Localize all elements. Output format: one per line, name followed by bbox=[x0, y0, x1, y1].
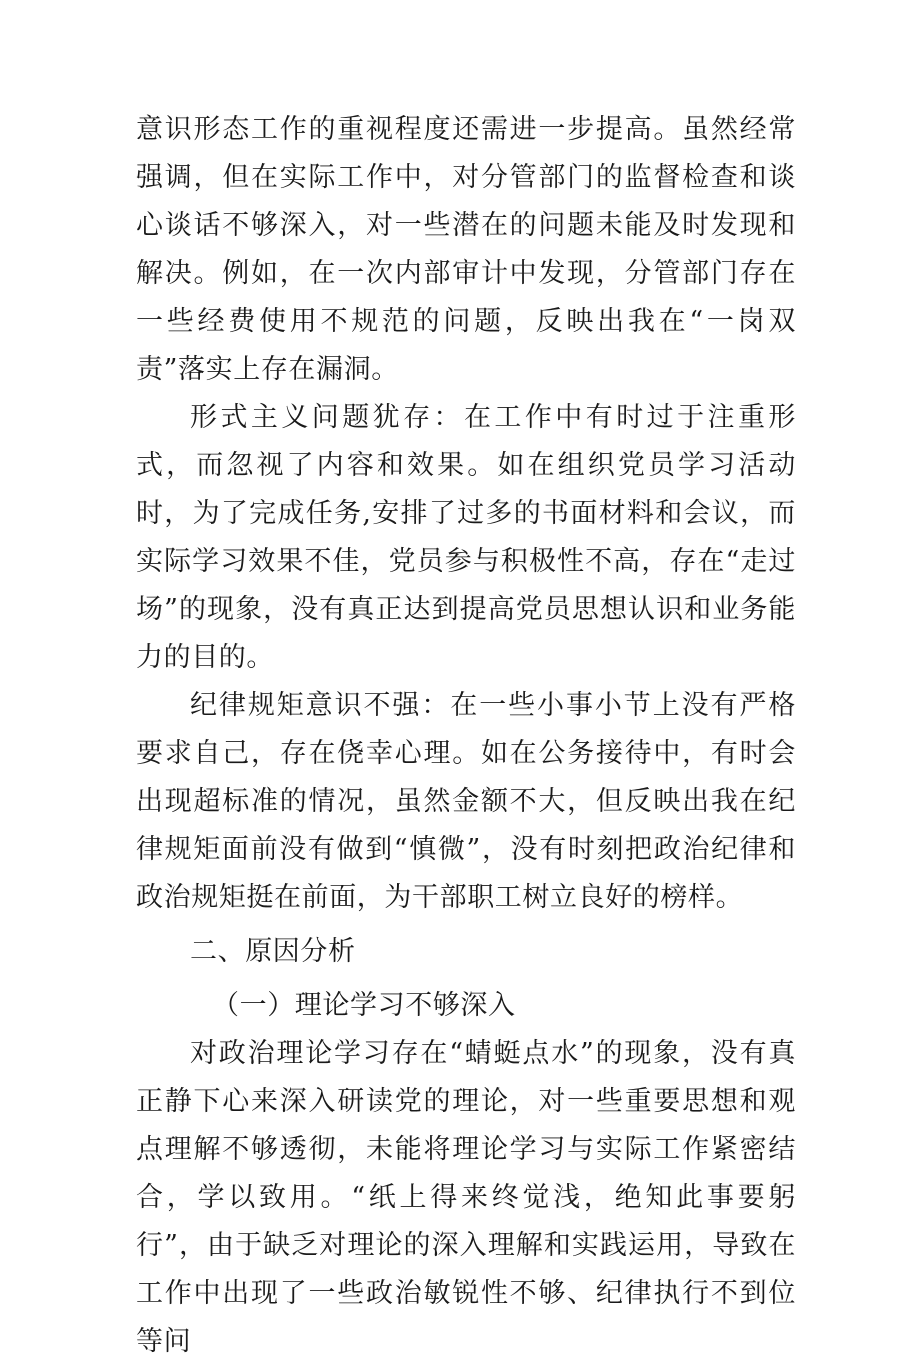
paragraph-formalism: 形式主义问题犹存：在工作中有时过于注重形式，而忽视了内容和效果。如在组织党员学习活动时，为了完成任务,安排了过多的书面材料和会议，而实际学习效果不佳，党员参与积极性不高，存在“走过场”的现象，没有真正达到提高党员思想认识和业务能力的目的。 bbox=[136, 402, 796, 673]
paragraph-theory-study: 对政治理论学习存在“蜻蜓点水”的现象，没有真正静下心来深入研读党的理论，对一些重要思想和观点理解不够透彻，未能将理论学习与实际工作紧密结合，学以致用。“纸上得来终觉浅，绝知此事要躬行”，由于缺乏对理论的深入理解和实践运用，导致在工作中出现了一些政治敏锐性不够、纪律执行不到位等问 bbox=[136, 1038, 796, 1357]
subsection-heading-theory-study: （一）理论学习不够深入 bbox=[212, 990, 516, 1021]
paragraph-discipline: 纪律规矩意识不强：在一些小事小节上没有严格要求自己，存在侥幸心理。如在公务接待中，有时会出现超标准的情况，虽然金额不大，但反映出我在纪律规矩面前没有做到“慎微”，没有时刻把政治纪律和政治规矩挺在前面，为干部职工树立良好的榜样。 bbox=[136, 690, 796, 913]
document-body bbox=[136, 106, 796, 1366]
paragraph-continuation: 意识形态工作的重视程度还需进一步提高。虽然经常强调，但在实际工作中，对分管部门的监督检查和谈心谈话不够深入，对一些潜在的问题未能及时发现和解决。例如，在一次内部审计中发现，分管部门存在一些经费使用不规范的问题，反映出我在“一岗双责”落实上存在漏洞。 bbox=[136, 114, 796, 385]
section-heading-cause-analysis: 二、原因分析 bbox=[190, 936, 356, 967]
